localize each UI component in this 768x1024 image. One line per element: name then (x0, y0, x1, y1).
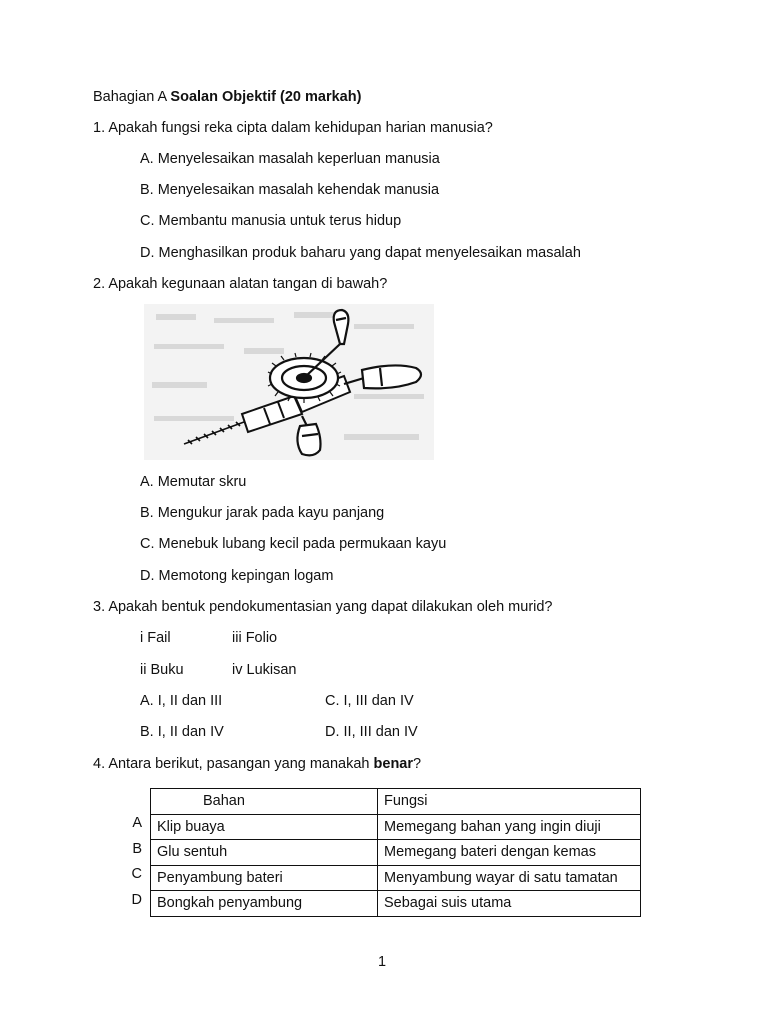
table-row-letter: A (132, 815, 142, 831)
question-2-option-b: B. Mengukur jarak pada kayu panjang (140, 505, 385, 521)
question-3-text: 3. Apakah bentuk pendokumentasian yang dapat dilakukan oleh murid? (93, 599, 553, 615)
table-row (151, 814, 641, 840)
section-heading-prefix: Bahagian A (93, 89, 171, 105)
question-4-text (93, 755, 421, 773)
table-header-row (151, 789, 641, 815)
question-2-option-d: D. Memotong kepingan logam (140, 568, 334, 584)
hand-drill-illustration (144, 304, 434, 460)
question-2-option-a: A. Memutar skru (140, 474, 247, 490)
question-4-text-bold: benar (373, 756, 414, 772)
table-row-letter: B (132, 841, 142, 857)
question-1-option-c: C. Membantu manusia untuk terus hidup (140, 213, 402, 229)
table-cell-bahan: Penyambung bateri (151, 865, 378, 891)
table-cell-fungsi: Memegang bateri dengan kemas (378, 840, 641, 866)
table-row-letter: C (131, 866, 142, 882)
question-2-text: 2. Apakah kegunaan alatan tangan di bawah? (93, 276, 388, 292)
table-cell-fungsi: Memegang bahan yang ingin diuji (378, 814, 641, 840)
question-3-option-b: B. I, II dan IV (140, 724, 224, 740)
question-4-text-before: 4. Antara berikut, pasangan yang manakah (93, 756, 374, 772)
page-number: 1 (378, 954, 387, 970)
table-row (151, 865, 641, 891)
question-1-text: 1. Apakah fungsi reka cipta dalam kehidupan harian manusia? (93, 120, 493, 136)
question-3-option-d: D. II, III dan IV (325, 724, 418, 740)
question-1-option-a: A. Menyelesaikan masalah keperluan manusia (140, 151, 440, 167)
question-3-option-c: C. I, III dan IV (325, 693, 414, 709)
question-4-table (150, 788, 641, 917)
question-1-option-b: B. Menyelesaikan masalah kehendak manusia (140, 182, 440, 198)
table-cell-bahan: Bongkah penyambung (151, 891, 378, 917)
question-2-option-c: C. Menebuk lubang kecil pada permukaan kayu (140, 536, 447, 552)
table-header-fungsi: Fungsi (378, 789, 641, 815)
section-heading (93, 88, 361, 106)
table-cell-fungsi: Sebagai suis utama (378, 891, 641, 917)
question-1-option-d: D. Menghasilkan produk baharu yang dapat menyelesaikan masalah (140, 245, 581, 261)
table-row (151, 891, 641, 917)
table-header-bahan: Bahan (151, 789, 378, 815)
table-cell-fungsi: Menyambung wayar di satu tamatan (378, 865, 641, 891)
question-3-item-iii: iii Folio (232, 630, 278, 646)
section-heading-bold: Soalan Objektif (20 markah) (170, 89, 362, 105)
table-cell-bahan: Glu sentuh (151, 840, 378, 866)
question-4-text-after: ? (413, 756, 422, 772)
question-3-item-i: i Fail (140, 630, 171, 646)
question-3-item-ii: ii Buku (140, 662, 184, 678)
table-row (151, 840, 641, 866)
question-3-item-iv: iv Lukisan (232, 662, 297, 678)
table-cell-bahan: Klip buaya (151, 814, 378, 840)
question-3-option-a: A. I, II dan III (140, 693, 223, 709)
table-row-letter: D (131, 892, 142, 908)
